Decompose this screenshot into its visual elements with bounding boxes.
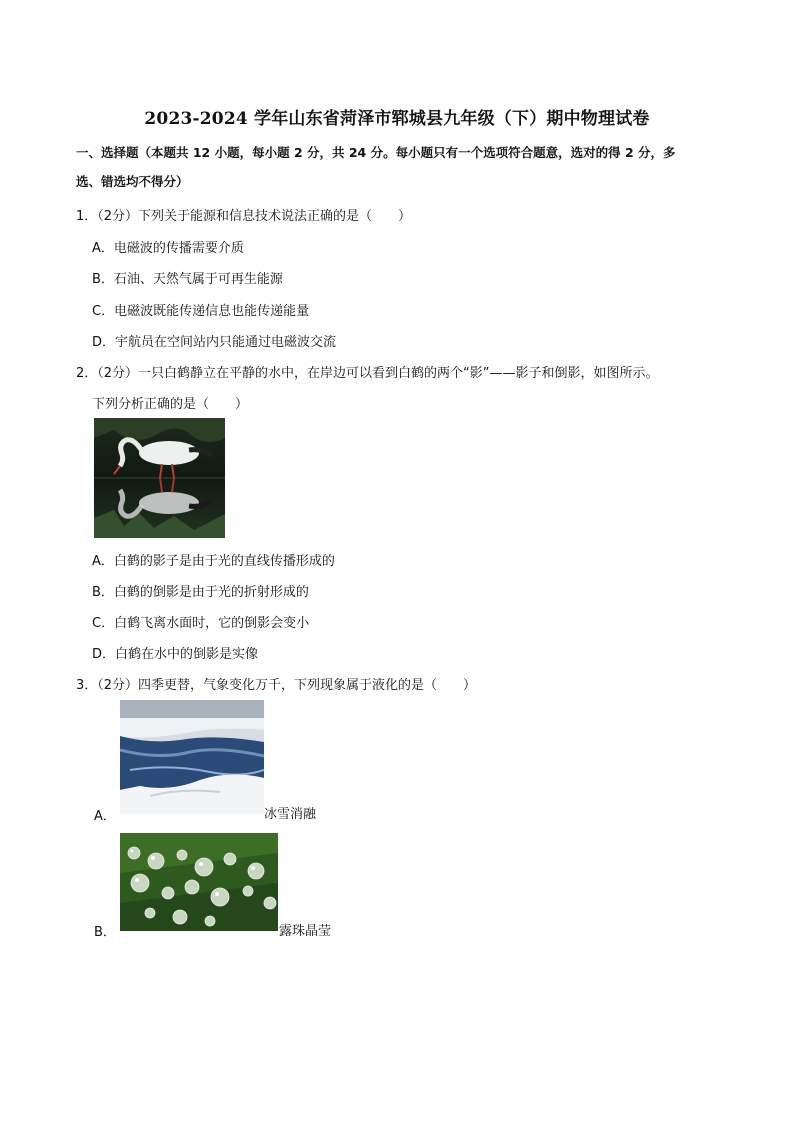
- question-1-option-b: B．石油、天然气属于可再生能源: [92, 272, 283, 287]
- egret-photo: [94, 418, 225, 538]
- question-2-option-d: D．白鹤在水中的倒影是实像: [92, 647, 259, 662]
- question-2-option-a: A．白鹤的影子是由于光的直线传播形成的: [92, 554, 335, 569]
- question-2-option-b: B．白鹤的倒影是由于光的折射形成的: [92, 585, 309, 600]
- question-1-option-d: D．宇航员在空间站内只能通过电磁波交流: [92, 335, 337, 350]
- question-3-option-b-caption: 露珠晶莹: [279, 924, 332, 939]
- question-3-option-a-letter: A．: [94, 809, 116, 824]
- question-2-stem-line1: 2．（2分）一只白鹤静立在平静的水中，在岸边可以看到白鹤的两个“影”——影子和倒影，如图所示。: [76, 366, 659, 381]
- question-2-option-c: C．白鹤飞离水面时，它的倒影会变小: [92, 616, 310, 631]
- question-1-option-c: C．电磁波既能传递信息也能传递能量: [92, 304, 310, 319]
- ice-melting-photo: [120, 700, 264, 814]
- section-heading-line2: 选、错选均不得分）: [76, 174, 189, 189]
- page-title: 2023-2024 学年山东省菏泽市郓城县九年级（下）期中物理试卷: [144, 109, 650, 129]
- question-3-stem: 3．（2分）四季更替，气象变化万千，下列现象属于液化的是（ ）: [76, 678, 477, 693]
- question-1-option-a: A．电磁波的传播需要介质: [92, 241, 244, 256]
- question-3-option-b-letter: B．: [94, 925, 116, 940]
- question-2-stem-line2: 下列分析正确的是（ ）: [92, 397, 249, 412]
- section-heading-line1: 一、选择题（本题共 12 小题，每小题 2 分，共 24 分。每小题只有一个选项符合题意，选对的得 2 分，多: [76, 145, 676, 160]
- question-1-stem: 1．（2分）下列关于能源和信息技术说法正确的是（ ）: [76, 209, 412, 224]
- question-3-option-a-caption: 冰雪消融: [264, 807, 317, 822]
- dew-drops-photo: [120, 833, 278, 931]
